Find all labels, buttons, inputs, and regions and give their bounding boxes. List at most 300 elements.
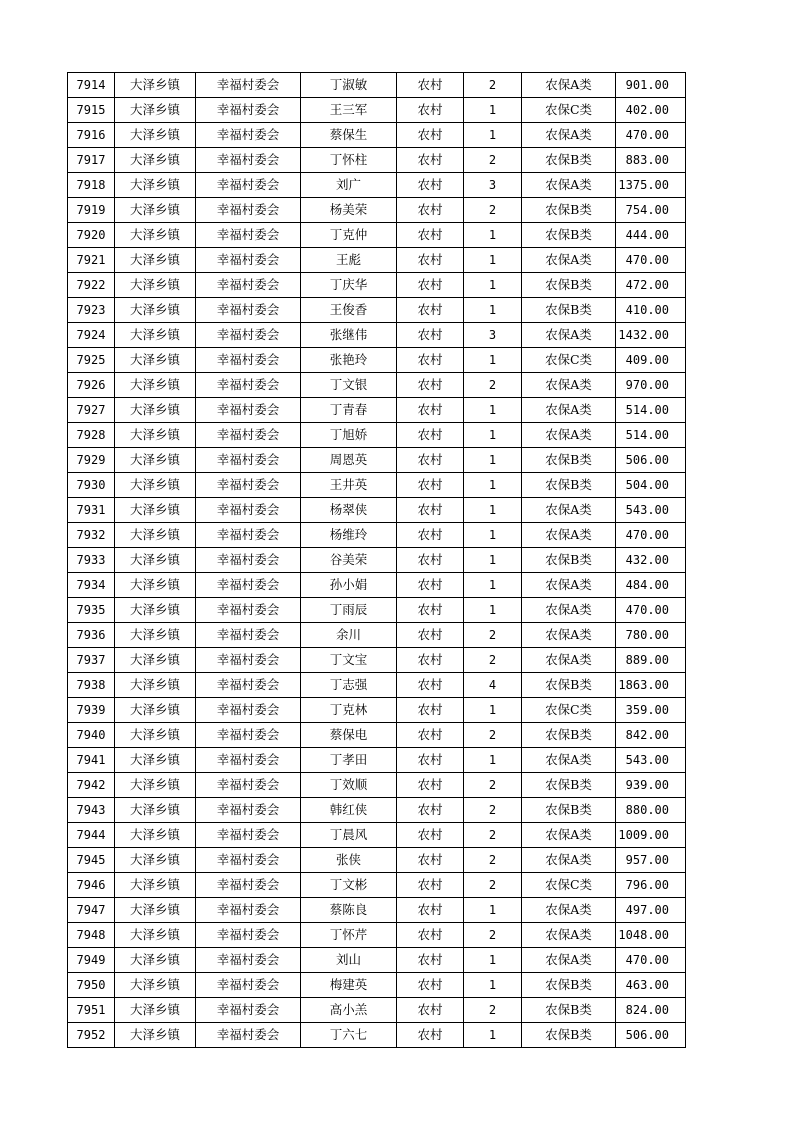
serial-number-cell: 7940	[68, 723, 115, 748]
person-name-cell: 杨维玲	[301, 523, 397, 548]
table-row	[68, 548, 686, 573]
area-type-cell: 农村	[397, 598, 464, 623]
table-row	[68, 973, 686, 998]
village-committee-cell: 幸福村委会	[196, 548, 301, 573]
village-committee-cell: 幸福村委会	[196, 98, 301, 123]
insurance-category-cell: 农保A类	[522, 948, 616, 973]
town-cell: 大泽乡镇	[115, 148, 196, 173]
insurance-category-cell: 农保A类	[522, 923, 616, 948]
insurance-category-cell: 农保A类	[522, 848, 616, 873]
serial-number-cell: 7941	[68, 748, 115, 773]
serial-number-cell: 7946	[68, 873, 115, 898]
person-name-cell: 丁六七	[301, 1023, 397, 1048]
table-row	[68, 948, 686, 973]
amount-cell: 514.00	[616, 398, 686, 423]
table-row	[68, 823, 686, 848]
area-type-cell: 农村	[397, 548, 464, 573]
town-cell: 大泽乡镇	[115, 373, 196, 398]
town-cell: 大泽乡镇	[115, 498, 196, 523]
village-committee-cell: 幸福村委会	[196, 248, 301, 273]
amount-cell: 470.00	[616, 248, 686, 273]
table-row	[68, 998, 686, 1023]
household-count-cell: 1	[464, 523, 522, 548]
table-row	[68, 423, 686, 448]
household-count-cell: 2	[464, 848, 522, 873]
area-type-cell: 农村	[397, 848, 464, 873]
amount-cell: 1863.00	[616, 673, 686, 698]
table-row	[68, 873, 686, 898]
person-name-cell: 丁文宝	[301, 648, 397, 673]
person-name-cell: 蔡保生	[301, 123, 397, 148]
town-cell: 大泽乡镇	[115, 598, 196, 623]
village-committee-cell: 幸福村委会	[196, 898, 301, 923]
amount-cell: 796.00	[616, 873, 686, 898]
person-name-cell: 王俊香	[301, 298, 397, 323]
town-cell: 大泽乡镇	[115, 73, 196, 98]
person-name-cell: 周恩英	[301, 448, 397, 473]
town-cell: 大泽乡镇	[115, 198, 196, 223]
person-name-cell: 蔡保电	[301, 723, 397, 748]
table-row	[68, 448, 686, 473]
town-cell: 大泽乡镇	[115, 798, 196, 823]
area-type-cell: 农村	[397, 773, 464, 798]
village-committee-cell: 幸福村委会	[196, 173, 301, 198]
amount-cell: 842.00	[616, 723, 686, 748]
person-name-cell: 梅建英	[301, 973, 397, 998]
town-cell: 大泽乡镇	[115, 548, 196, 573]
person-name-cell: 丁怀芹	[301, 923, 397, 948]
area-type-cell: 农村	[397, 798, 464, 823]
town-cell: 大泽乡镇	[115, 448, 196, 473]
amount-cell: 824.00	[616, 998, 686, 1023]
insurance-category-cell: 农保C类	[522, 348, 616, 373]
serial-number-cell: 7930	[68, 473, 115, 498]
serial-number-cell: 7935	[68, 598, 115, 623]
insurance-category-cell: 农保A类	[522, 398, 616, 423]
insurance-category-cell: 农保B类	[522, 548, 616, 573]
person-name-cell: 刘广	[301, 173, 397, 198]
amount-cell: 883.00	[616, 148, 686, 173]
town-cell: 大泽乡镇	[115, 523, 196, 548]
town-cell: 大泽乡镇	[115, 673, 196, 698]
person-name-cell: 张侠	[301, 848, 397, 873]
village-committee-cell: 幸福村委会	[196, 623, 301, 648]
village-committee-cell: 幸福村委会	[196, 998, 301, 1023]
amount-cell: 470.00	[616, 598, 686, 623]
serial-number-cell: 7936	[68, 623, 115, 648]
village-committee-cell: 幸福村委会	[196, 273, 301, 298]
amount-cell: 1375.00	[616, 173, 686, 198]
amount-cell: 754.00	[616, 198, 686, 223]
serial-number-cell: 7932	[68, 523, 115, 548]
village-committee-cell: 幸福村委会	[196, 598, 301, 623]
town-cell: 大泽乡镇	[115, 723, 196, 748]
serial-number-cell: 7937	[68, 648, 115, 673]
insurance-category-cell: 农保C类	[522, 98, 616, 123]
household-count-cell: 1	[464, 973, 522, 998]
household-count-cell: 2	[464, 198, 522, 223]
household-count-cell: 1	[464, 348, 522, 373]
area-type-cell: 农村	[397, 223, 464, 248]
town-cell: 大泽乡镇	[115, 573, 196, 598]
amount-cell: 939.00	[616, 773, 686, 798]
amount-cell: 1432.00	[616, 323, 686, 348]
serial-number-cell: 7951	[68, 998, 115, 1023]
insurance-category-cell: 农保B类	[522, 273, 616, 298]
table-row	[68, 648, 686, 673]
village-committee-cell: 幸福村委会	[196, 498, 301, 523]
serial-number-cell: 7914	[68, 73, 115, 98]
area-type-cell: 农村	[397, 473, 464, 498]
area-type-cell: 农村	[397, 348, 464, 373]
table-row	[68, 898, 686, 923]
serial-number-cell: 7927	[68, 398, 115, 423]
person-name-cell: 蔡陈良	[301, 898, 397, 923]
table-row	[68, 198, 686, 223]
insurance-category-cell: 农保B类	[522, 298, 616, 323]
insurance-category-cell: 农保B类	[522, 973, 616, 998]
town-cell: 大泽乡镇	[115, 748, 196, 773]
insurance-category-cell: 农保A类	[522, 823, 616, 848]
serial-number-cell: 7938	[68, 673, 115, 698]
amount-cell: 880.00	[616, 798, 686, 823]
table-row	[68, 148, 686, 173]
person-name-cell: 丁庆华	[301, 273, 397, 298]
area-type-cell: 农村	[397, 423, 464, 448]
household-count-cell: 1	[464, 123, 522, 148]
household-count-cell: 1	[464, 448, 522, 473]
insurance-category-cell: 农保A类	[522, 423, 616, 448]
area-type-cell: 农村	[397, 98, 464, 123]
table-row	[68, 723, 686, 748]
village-committee-cell: 幸福村委会	[196, 323, 301, 348]
serial-number-cell: 7922	[68, 273, 115, 298]
table-body	[68, 73, 686, 1048]
serial-number-cell: 7917	[68, 148, 115, 173]
amount-cell: 543.00	[616, 498, 686, 523]
insurance-category-cell: 农保B类	[522, 773, 616, 798]
area-type-cell: 农村	[397, 148, 464, 173]
village-committee-cell: 幸福村委会	[196, 948, 301, 973]
household-count-cell: 1	[464, 573, 522, 598]
household-count-cell: 2	[464, 623, 522, 648]
insurance-category-cell: 农保B类	[522, 148, 616, 173]
amount-cell: 470.00	[616, 523, 686, 548]
area-type-cell: 农村	[397, 173, 464, 198]
table-row	[68, 273, 686, 298]
town-cell: 大泽乡镇	[115, 873, 196, 898]
area-type-cell: 农村	[397, 698, 464, 723]
amount-cell: 901.00	[616, 73, 686, 98]
village-committee-cell: 幸福村委会	[196, 123, 301, 148]
serial-number-cell: 7916	[68, 123, 115, 148]
table-row	[68, 223, 686, 248]
person-name-cell: 丁淑敏	[301, 73, 397, 98]
area-type-cell: 农村	[397, 123, 464, 148]
town-cell: 大泽乡镇	[115, 348, 196, 373]
household-count-cell: 3	[464, 323, 522, 348]
town-cell: 大泽乡镇	[115, 323, 196, 348]
serial-number-cell: 7919	[68, 198, 115, 223]
household-count-cell: 1	[464, 948, 522, 973]
household-count-cell: 1	[464, 223, 522, 248]
area-type-cell: 农村	[397, 648, 464, 673]
table-row	[68, 73, 686, 98]
person-name-cell: 余川	[301, 623, 397, 648]
person-name-cell: 杨美荣	[301, 198, 397, 223]
village-committee-cell: 幸福村委会	[196, 973, 301, 998]
area-type-cell: 农村	[397, 248, 464, 273]
town-cell: 大泽乡镇	[115, 298, 196, 323]
table-row	[68, 773, 686, 798]
table-row	[68, 848, 686, 873]
area-type-cell: 农村	[397, 198, 464, 223]
area-type-cell: 农村	[397, 298, 464, 323]
insurance-category-cell: 农保B类	[522, 1023, 616, 1048]
amount-cell: 497.00	[616, 898, 686, 923]
table-row	[68, 173, 686, 198]
village-committee-cell: 幸福村委会	[196, 523, 301, 548]
table-row	[68, 298, 686, 323]
village-committee-cell: 幸福村委会	[196, 873, 301, 898]
person-name-cell: 丁青春	[301, 398, 397, 423]
amount-cell: 463.00	[616, 973, 686, 998]
serial-number-cell: 7924	[68, 323, 115, 348]
area-type-cell: 农村	[397, 923, 464, 948]
area-type-cell: 农村	[397, 623, 464, 648]
area-type-cell: 农村	[397, 323, 464, 348]
household-count-cell: 1	[464, 548, 522, 573]
town-cell: 大泽乡镇	[115, 973, 196, 998]
insurance-category-cell: 农保B类	[522, 798, 616, 823]
village-committee-cell: 幸福村委会	[196, 423, 301, 448]
town-cell: 大泽乡镇	[115, 1023, 196, 1048]
amount-cell: 889.00	[616, 648, 686, 673]
town-cell: 大泽乡镇	[115, 98, 196, 123]
person-name-cell: 韩红侠	[301, 798, 397, 823]
town-cell: 大泽乡镇	[115, 848, 196, 873]
household-count-cell: 2	[464, 873, 522, 898]
person-name-cell: 丁文银	[301, 373, 397, 398]
household-count-cell: 1	[464, 273, 522, 298]
insurance-category-cell: 农保B类	[522, 198, 616, 223]
table-row	[68, 623, 686, 648]
amount-cell: 359.00	[616, 698, 686, 723]
serial-number-cell: 7942	[68, 773, 115, 798]
village-committee-cell: 幸福村委会	[196, 698, 301, 723]
person-name-cell: 杨翠侠	[301, 498, 397, 523]
area-type-cell: 农村	[397, 1023, 464, 1048]
household-count-cell: 2	[464, 373, 522, 398]
insurance-category-cell: 农保B类	[522, 673, 616, 698]
serial-number-cell: 7926	[68, 373, 115, 398]
town-cell: 大泽乡镇	[115, 923, 196, 948]
table-row	[68, 798, 686, 823]
serial-number-cell: 7918	[68, 173, 115, 198]
village-committee-cell: 幸福村委会	[196, 473, 301, 498]
area-type-cell: 农村	[397, 898, 464, 923]
insurance-category-cell: 农保A类	[522, 748, 616, 773]
table-row	[68, 323, 686, 348]
insurance-category-cell: 农保A类	[522, 598, 616, 623]
town-cell: 大泽乡镇	[115, 823, 196, 848]
area-type-cell: 农村	[397, 748, 464, 773]
person-name-cell: 丁志强	[301, 673, 397, 698]
household-count-cell: 1	[464, 1023, 522, 1048]
insurance-category-cell: 农保A类	[522, 648, 616, 673]
serial-number-cell: 7923	[68, 298, 115, 323]
amount-cell: 402.00	[616, 98, 686, 123]
area-type-cell: 农村	[397, 673, 464, 698]
household-count-cell: 1	[464, 898, 522, 923]
amount-cell: 409.00	[616, 348, 686, 373]
household-count-cell: 1	[464, 498, 522, 523]
serial-number-cell: 7943	[68, 798, 115, 823]
serial-number-cell: 7931	[68, 498, 115, 523]
serial-number-cell: 7945	[68, 848, 115, 873]
town-cell: 大泽乡镇	[115, 398, 196, 423]
person-name-cell: 丁孝田	[301, 748, 397, 773]
village-committee-cell: 幸福村委会	[196, 648, 301, 673]
village-committee-cell: 幸福村委会	[196, 198, 301, 223]
household-count-cell: 1	[464, 473, 522, 498]
serial-number-cell: 7933	[68, 548, 115, 573]
area-type-cell: 农村	[397, 448, 464, 473]
village-committee-cell: 幸福村委会	[196, 748, 301, 773]
village-committee-cell: 幸福村委会	[196, 148, 301, 173]
amount-cell: 506.00	[616, 448, 686, 473]
village-committee-cell: 幸福村委会	[196, 923, 301, 948]
town-cell: 大泽乡镇	[115, 423, 196, 448]
area-type-cell: 农村	[397, 823, 464, 848]
serial-number-cell: 7944	[68, 823, 115, 848]
amount-cell: 970.00	[616, 373, 686, 398]
village-committee-cell: 幸福村委会	[196, 723, 301, 748]
insurance-category-cell: 农保A类	[522, 173, 616, 198]
amount-cell: 432.00	[616, 548, 686, 573]
village-committee-cell: 幸福村委会	[196, 798, 301, 823]
serial-number-cell: 7921	[68, 248, 115, 273]
table-row	[68, 598, 686, 623]
village-committee-cell: 幸福村委会	[196, 448, 301, 473]
amount-cell: 484.00	[616, 573, 686, 598]
household-count-cell: 2	[464, 648, 522, 673]
amount-cell: 410.00	[616, 298, 686, 323]
area-type-cell: 农村	[397, 973, 464, 998]
insurance-category-cell: 农保B类	[522, 473, 616, 498]
village-committee-cell: 幸福村委会	[196, 348, 301, 373]
serial-number-cell: 7925	[68, 348, 115, 373]
table-row	[68, 498, 686, 523]
person-name-cell: 丁克仲	[301, 223, 397, 248]
amount-cell: 470.00	[616, 123, 686, 148]
serial-number-cell: 7928	[68, 423, 115, 448]
insurance-category-cell: 农保A类	[522, 323, 616, 348]
insurance-category-cell: 农保A类	[522, 123, 616, 148]
person-name-cell: 丁文彬	[301, 873, 397, 898]
insurance-category-cell: 农保B类	[522, 998, 616, 1023]
household-count-cell: 1	[464, 698, 522, 723]
household-count-cell: 1	[464, 748, 522, 773]
serial-number-cell: 7947	[68, 898, 115, 923]
household-count-cell: 2	[464, 998, 522, 1023]
village-committee-cell: 幸福村委会	[196, 1023, 301, 1048]
insurance-category-cell: 农保A类	[522, 623, 616, 648]
village-committee-cell: 幸福村委会	[196, 773, 301, 798]
serial-number-cell: 7949	[68, 948, 115, 973]
person-name-cell: 丁效顺	[301, 773, 397, 798]
insurance-category-cell: 农保A类	[522, 498, 616, 523]
person-name-cell: 丁旭娇	[301, 423, 397, 448]
town-cell: 大泽乡镇	[115, 773, 196, 798]
village-committee-cell: 幸福村委会	[196, 673, 301, 698]
person-name-cell: 王井英	[301, 473, 397, 498]
person-name-cell: 高小羔	[301, 998, 397, 1023]
town-cell: 大泽乡镇	[115, 473, 196, 498]
table-row	[68, 923, 686, 948]
village-committee-cell: 幸福村委会	[196, 298, 301, 323]
area-type-cell: 农村	[397, 398, 464, 423]
household-count-cell: 2	[464, 773, 522, 798]
amount-cell: 543.00	[616, 748, 686, 773]
household-count-cell: 1	[464, 248, 522, 273]
household-count-cell: 1	[464, 423, 522, 448]
person-name-cell: 刘山	[301, 948, 397, 973]
village-committee-cell: 幸福村委会	[196, 848, 301, 873]
table-row	[68, 1023, 686, 1048]
area-type-cell: 农村	[397, 723, 464, 748]
village-committee-cell: 幸福村委会	[196, 398, 301, 423]
serial-number-cell: 7939	[68, 698, 115, 723]
table-row	[68, 248, 686, 273]
area-type-cell: 农村	[397, 498, 464, 523]
household-count-cell: 1	[464, 598, 522, 623]
town-cell: 大泽乡镇	[115, 123, 196, 148]
person-name-cell: 谷美荣	[301, 548, 397, 573]
insurance-category-cell: 农保B类	[522, 448, 616, 473]
insurance-category-cell: 农保A类	[522, 248, 616, 273]
village-committee-cell: 幸福村委会	[196, 73, 301, 98]
insurance-category-cell: 农保A类	[522, 573, 616, 598]
town-cell: 大泽乡镇	[115, 223, 196, 248]
town-cell: 大泽乡镇	[115, 698, 196, 723]
household-count-cell: 2	[464, 73, 522, 98]
amount-cell: 506.00	[616, 1023, 686, 1048]
serial-number-cell: 7934	[68, 573, 115, 598]
town-cell: 大泽乡镇	[115, 273, 196, 298]
village-committee-cell: 幸福村委会	[196, 823, 301, 848]
table-row	[68, 98, 686, 123]
table-row	[68, 748, 686, 773]
amount-cell: 780.00	[616, 623, 686, 648]
insurance-category-cell: 农保B类	[522, 223, 616, 248]
area-type-cell: 农村	[397, 523, 464, 548]
household-count-cell: 2	[464, 798, 522, 823]
serial-number-cell: 7915	[68, 98, 115, 123]
insurance-category-cell: 农保A类	[522, 73, 616, 98]
table-row	[68, 373, 686, 398]
table-row	[68, 523, 686, 548]
household-count-cell: 2	[464, 923, 522, 948]
village-committee-cell: 幸福村委会	[196, 373, 301, 398]
table-row	[68, 673, 686, 698]
household-count-cell: 2	[464, 148, 522, 173]
serial-number-cell: 7929	[68, 448, 115, 473]
town-cell: 大泽乡镇	[115, 623, 196, 648]
household-count-cell: 3	[464, 173, 522, 198]
person-name-cell: 孙小娟	[301, 573, 397, 598]
area-type-cell: 农村	[397, 873, 464, 898]
